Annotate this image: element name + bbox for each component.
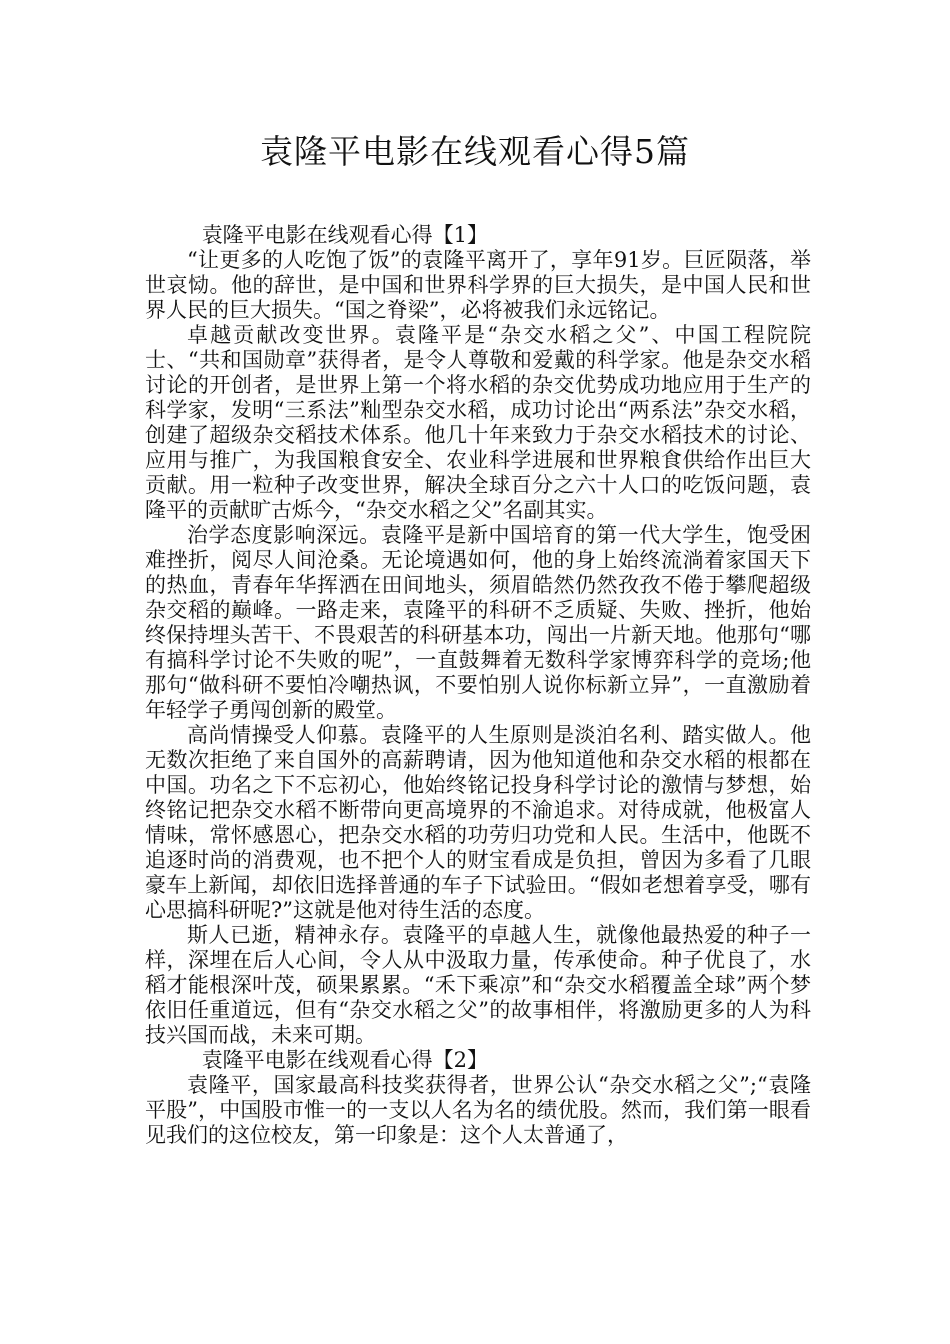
paragraph-contribution: 卓越贡献改变世界。袁隆平是“杂交水稻之父”、中国工程院院士、“共和国勋章”获得者，是令人尊敬和爱戴的科学家。他是杂交水稻讨论的开创者，是世界上第一个将水稻的杂交优势成功地应用于生产的科学家，发明“三系法”籼型杂交水稻，成功讨论出“两系法”杂交水稻，创建了超级杂交稻技术体系。他几十年来致力于杂交水稻技术的讨论、应用与推广，为我国粮食安全、农业科学进展和世界粮食供给作出巨大贡献。用一粒种子改变世界，解决全球百分之六十人口的吃饭问题，袁隆平的贡献旷古烁今，“杂交水稻之父”名副其实。 xyxy=(145,323,811,522)
document-title: 袁隆平电影在线观看心得5篇 xyxy=(260,132,690,171)
section-heading-2: 袁隆平电影在线观看心得【2】 xyxy=(201,1048,489,1072)
paragraph-attitude: 治学态度影响深远。袁隆平是新中国培育的第一代大学生，饱受困难挫折，阅尽人间沧桑。无论境遇如何，他的身上始终流淌着家国天下的热血，青春年华挥洒在田间地头，须眉皓然仍然孜孜不倦于攀爬超级杂交稻的巅峰。一路走来，袁隆平的科研不乏质疑、失败、挫折，他始终保持埋头苦干、不畏艰苦的科研基本功，闯出一片新天地。他那句“哪有搞科学讨论不失败的呢”，一直鼓舞着无数科学家博弈科学的竞场;他那句“做科研不要怕冷嘲热讽，不要怕别人说你标新立异”，一直激励着年轻学子勇闯创新的殿堂。 xyxy=(145,523,811,722)
section-heading-1: 袁隆平电影在线观看心得【1】 xyxy=(201,223,489,247)
document-body xyxy=(145,223,811,1148)
paragraph-section2-intro: 袁隆平，国家最高科技奖获得者，世界公认“杂交水稻之父”;“袁隆平股”，中国股市惟一的一支以人名为名的绩优股。然而，我们第一眼看见我们的这位校友，第一印象是：这个人太普通了， xyxy=(145,1073,811,1147)
paragraph-character: 高尚情操受人仰慕。袁隆平的人生原则是淡泊名利、踏实做人。他无数次拒绝了来自国外的高薪聘请，因为他知道他和杂交水稻的根都在中国。功名之下不忘初心，他始终铭记投身科学讨论的激情与梦想，始终铭记把杂交水稻不断带向更高境界的不渝追求。对待成就，他极富人情味，常怀感恩心，把杂交水稻的功劳归功党和人民。生活中，他既不追逐时尚的消费观，也不把个人的财宝看成是负担，曾因为多看了几眼豪车上新闻，却依旧选择普通的车子下试验田。“假如老想着享受，哪有心思搞科研呢?”这就是他对待生活的态度。 xyxy=(145,723,811,922)
paragraph-intro: “让更多的人吃饱了饭”的袁隆平离开了，享年91岁。巨匠陨落，举世哀恸。他的辞世，是中国和世界科学界的巨大损失，是中国人民和世界人民的巨大损失。“国之脊梁”，必将被我们永远铭记。 xyxy=(145,248,811,322)
paragraph-legacy: 斯人已逝，精神永存。袁隆平的卓越人生，就像他最热爱的种子一样，深埋在后人心间，令人从中汲取力量，传承使命。种子优良了，水稻才能根深叶茂，硕果累累。“禾下乘凉”和“杂交水稻覆盖全球”两个梦依旧任重道远，但有“杂交水稻之父”的故事相伴，将激励更多的人为科技兴国而战，未来可期。 xyxy=(145,923,811,1047)
